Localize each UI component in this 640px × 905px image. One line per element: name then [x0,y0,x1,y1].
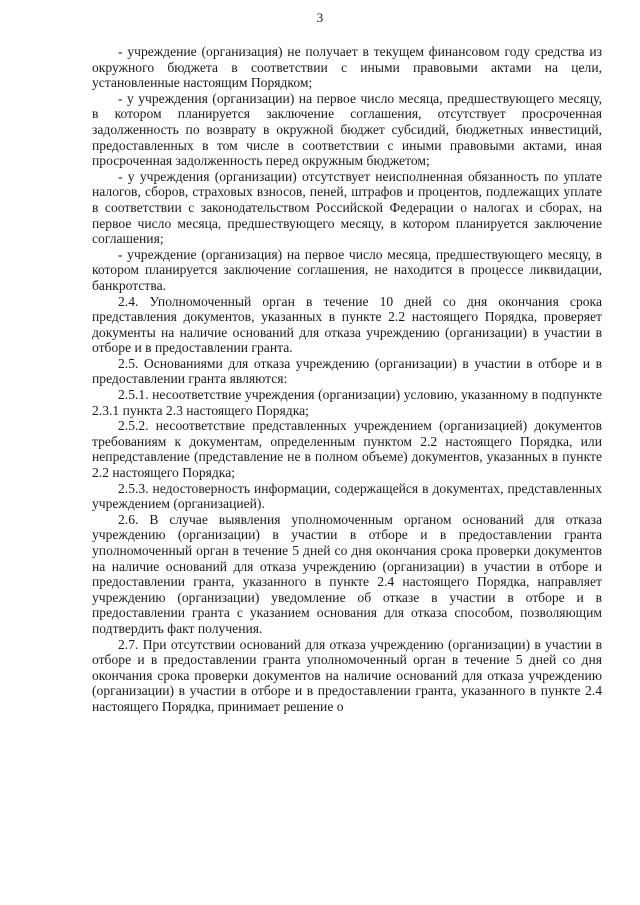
paragraph-condition-no-overdue-debt: - у учреждения (организации) на первое число месяца, предшествующего месяцу, в котором планируется заключение соглашения, отсутствует просроченная задолженность по возврату в окружной бюджет субсидий, бюджетных инвестиций, предоставленных в том числе в соответствии с иными правовыми актами, иная просроченная задолженность перед окружным бюджетом; [92,90,602,169]
paragraph-2-4: 2.4. Уполномоченный орган в течение 10 дней со дня окончания срока представления документов, указанных в пункте 2.2 настоящего Порядка, проверяет документы на наличие оснований для отказа учреждению (организации) в участии в отборе и в предоставлении гранта. [92,293,602,356]
paragraph-2-5-2: 2.5.2. несоответствие представленных учреждением (организацией) документов требованиям к документам, определенным пунктом 2.2 настоящего Порядка, или непредставление (представление не в полном объеме) документов, указанных в пункте 2.2 настоящего Порядка; [92,418,602,481]
paragraph-condition-no-tax-debt: - у учреждения (организации) отсутствует неисполненная обязанность по уплате налогов, сборов, страховых взносов, пеней, штрафов и процентов, подлежащих уплате в соответствии с законодательством Российской Федерации о налогах и сборах, на первое число месяца, предшествующего месяцу, в котором планируется заключение соглашения; [92,168,602,247]
paragraph-2-5-1: 2.5.1. несоответствие учреждения (организации) условию, указанному в подпункте 2.3.1 пункта 2.3 настоящего Порядка; [92,387,602,418]
paragraph-condition-not-in-liquidation: - учреждение (организация) на первое число месяца, предшествующего месяцу, в котором планируется заключение соглашения, не находится в процессе ликвидации, банкротства. [92,246,602,293]
paragraph-2-5-3: 2.5.3. недостоверность информации, содержащейся в документах, представленных учреждением (организацией). [92,480,602,512]
paragraph-2-6: 2.6. В случае выявления уполномоченным органом оснований для отказа учреждению (организации) в участии в отборе и в предоставлении гранта уполномоченный орган в течение 5 дней со дня окончания срока проверки документов на наличие оснований для отказа учреждению (организации) в участии в отборе и предоставлении гранта, указанного в пункте 2.4 настоящего Порядка, направляет учреждению (организации) уведомление об отказе в участии в отборе и в предоставлении гранта с указанием основания для отказа способом, позволяющим подтвердить факт получения. [92,511,602,636]
paragraph-2-7: 2.7. При отсутствии оснований для отказа учреждению (организации) в участии в отборе и в предоставлении гранта уполномоченный орган в течение 5 дней со дня окончания срока проверки документов на наличие оснований для отказа учреждению (организации) в участии в отборе и в предоставлении гранта, указанного в пункте 2.4 настоящего Порядка, принимает решение о [92,636,602,714]
page-number: 3 [316,10,324,25]
paragraph-condition-no-other-funds: - учреждение (организация) не получает в текущем финансовом году средства из окружного бюджета в соответствии с иными правовыми актами на цели, установленные настоящим Порядком; [92,44,602,91]
paragraph-2-5: 2.5. Основаниями для отказа учреждению (организации) в участии в отборе и в предоставлении гранта являются: [92,355,602,387]
